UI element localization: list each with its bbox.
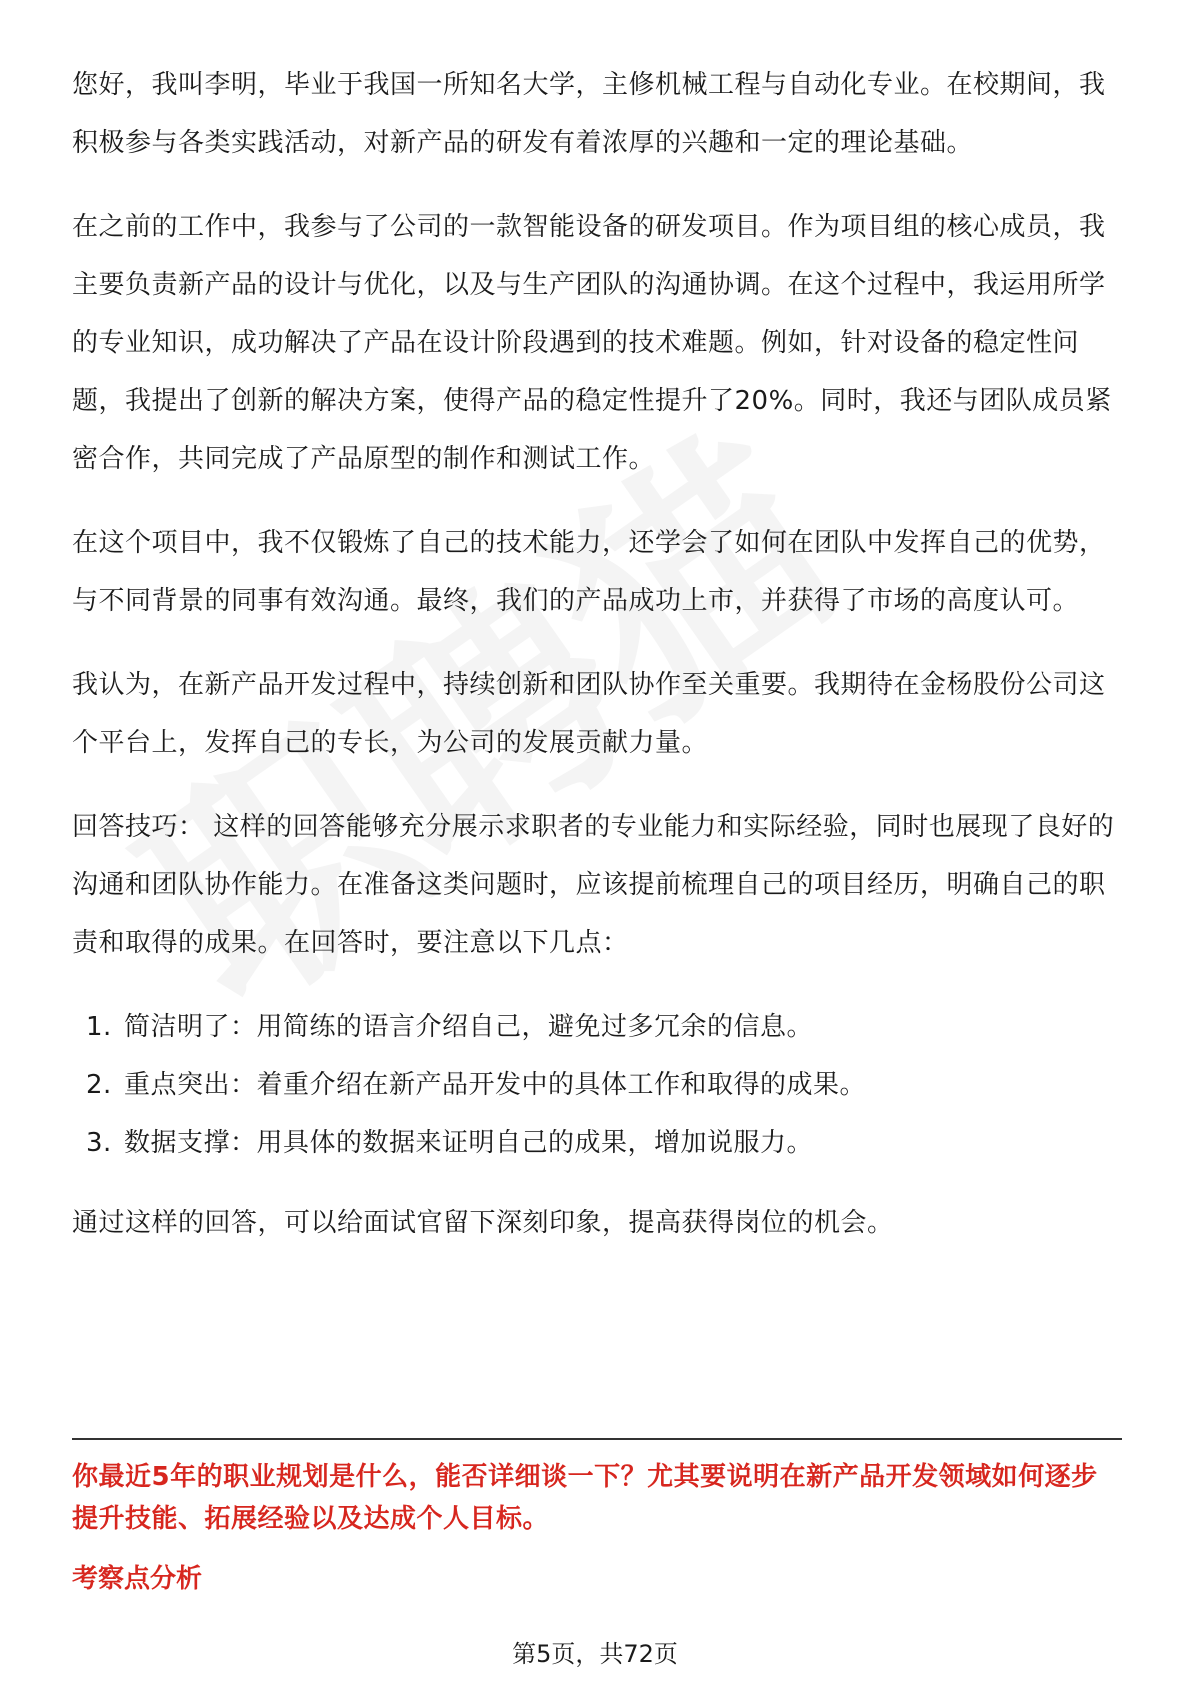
answer-content (72, 56, 1122, 1278)
paragraph-growth: 在这个项目中，我不仅锻炼了自己的技术能力，还学会了如何在团队中发挥自己的优势，与不同背景的同事有效沟通。最终，我们的产品成功上市，并获得了市场的高度认可。 (72, 528, 1106, 616)
list-number: 3. (86, 1128, 112, 1158)
list-number: 1. (86, 1012, 112, 1042)
list-text: 简洁明了：用简练的语言介绍自己，避免过多冗余的信息。 (124, 1012, 814, 1042)
list-item (72, 1114, 1122, 1172)
paragraph-project: 在之前的工作中，我参与了公司的一款智能设备的研发项目。作为项目组的核心成员，我主要负责新产品的设计与优化，以及与生产团队的沟通协调。在这个过程中，我运用所学的专业知识，成功解决了产品在设计阶段遇到的技术难题。例如，针对设备的稳定性问题，我提出了创新的解决方案，使得产品的稳定性提升了20%。同时，我还与团队成员紧密合作，共同完成了产品原型的制作和测试工作。 (72, 212, 1112, 474)
tips-list (72, 998, 1122, 1172)
list-number: 2. (86, 1070, 112, 1100)
page-number: 第5页，共72页 (512, 1640, 678, 1668)
paragraph-closing: 通过这样的回答，可以给面试官留下深刻印象，提高获得岗位的机会。 (72, 1208, 894, 1238)
section-heading: 考察点分析 (72, 1564, 203, 1594)
section-divider (72, 1438, 1122, 1440)
paragraph-outlook: 我认为，在新产品开发过程中，持续创新和团队协作至关重要。我期待在金杨股份公司这个平台上，发挥自己的专长，为公司的发展贡献力量。 (72, 670, 1106, 758)
list-item (72, 998, 1122, 1056)
list-text: 重点突出：着重介绍在新产品开发中的具体工作和取得的成果。 (124, 1070, 867, 1100)
paragraph-tips-intro: 回答技巧： 这样的回答能够充分展示求职者的专业能力和实际经验，同时也展现了良好的沟通和团队协作能力。在准备这类问题时，应该提前梳理自己的项目经历，明确自己的职责和取得的成果。在回答时，要注意以下几点： (72, 812, 1115, 958)
list-item (72, 1056, 1122, 1114)
list-text: 数据支撑：用具体的数据来证明自己的成果，增加说服力。 (124, 1128, 814, 1158)
question-title: 你最近5年的职业规划是什么，能否详细谈一下？尤其要说明在新产品开发领域如何逐步提升技能、拓展经验以及达成个人目标。 (72, 1462, 1098, 1534)
paragraph-intro: 您好，我叫李明，毕业于我国一所知名大学，主修机械工程与自动化专业。在校期间，我积极参与各类实践活动，对新产品的研发有着浓厚的兴趣和一定的理论基础。 (72, 70, 1106, 158)
